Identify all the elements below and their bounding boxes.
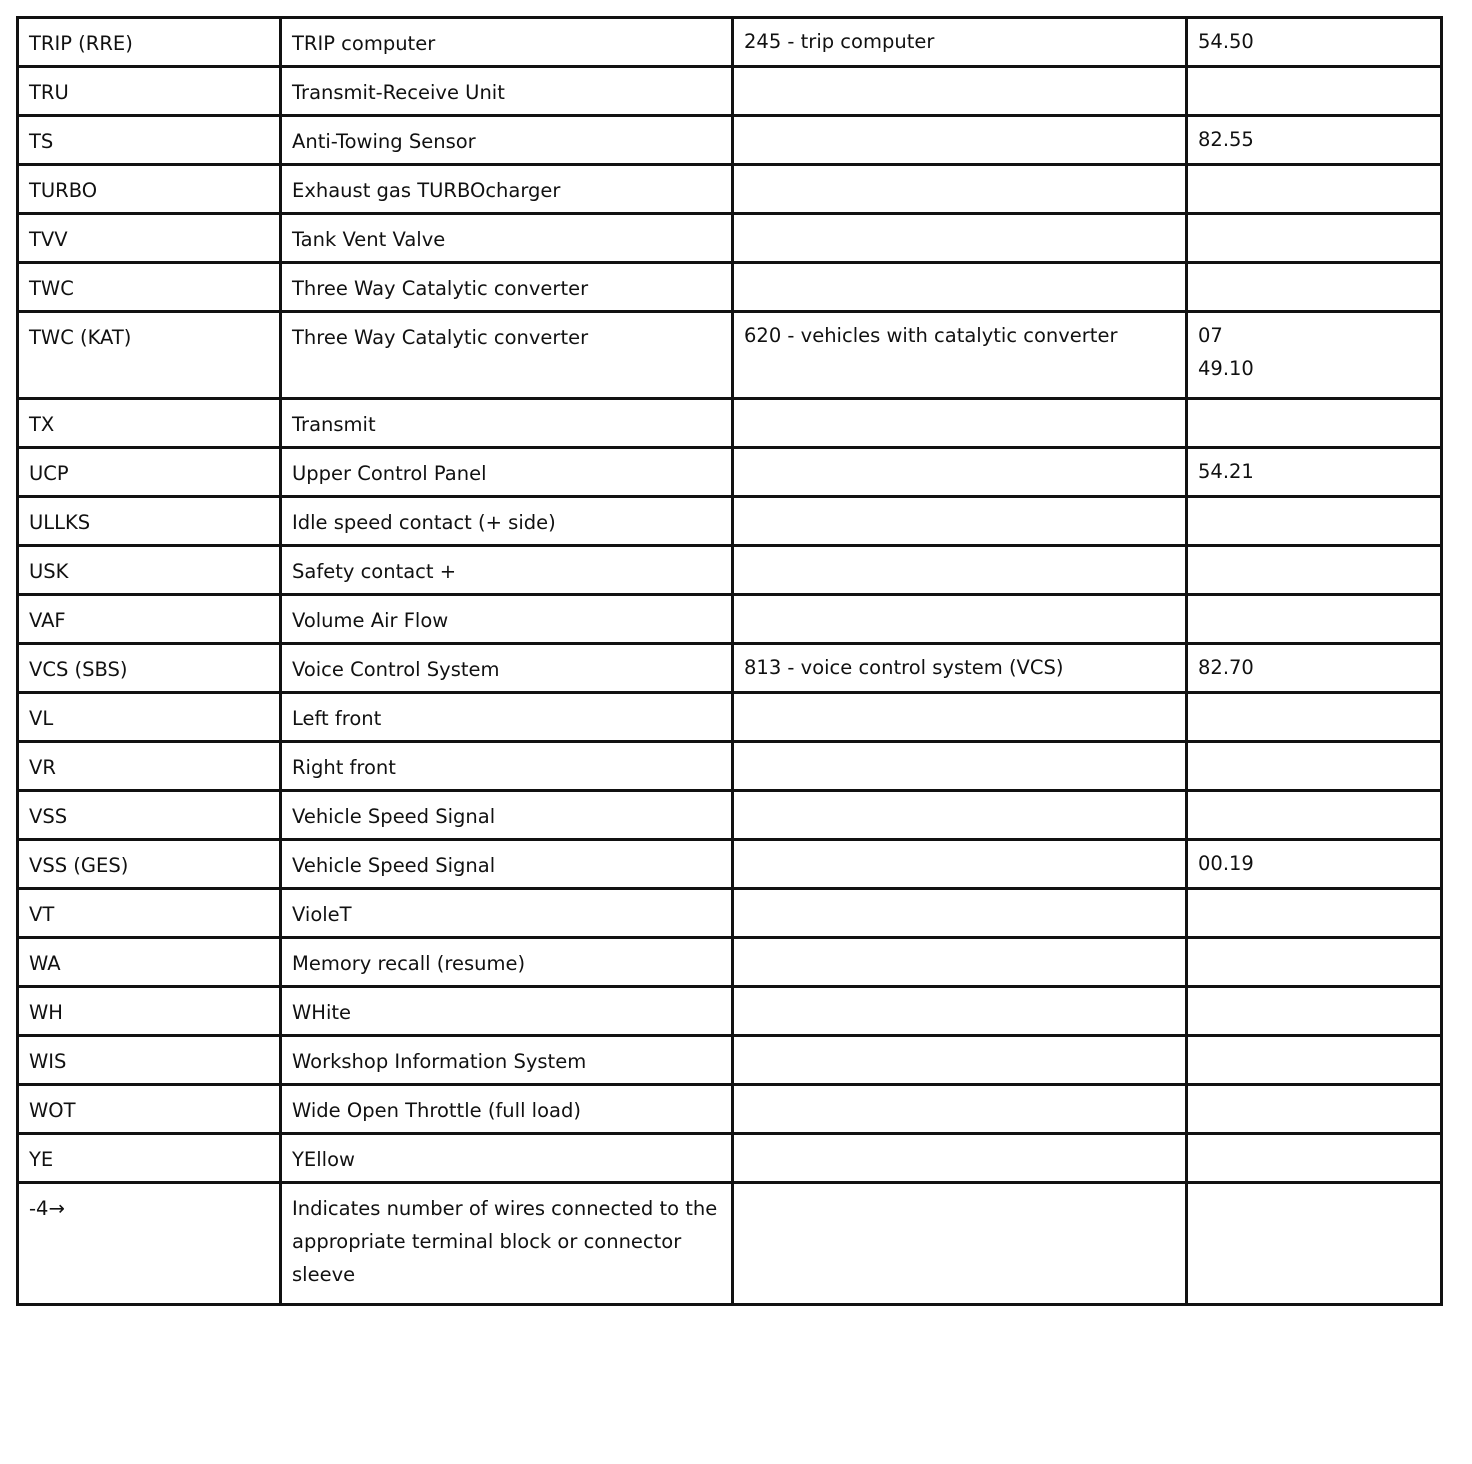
cell-reference bbox=[733, 840, 1187, 889]
cell-abbreviation: VSS bbox=[18, 791, 281, 840]
table-row bbox=[18, 987, 1442, 1036]
cell-abbreviation: TRU bbox=[18, 67, 281, 116]
cell-reference bbox=[733, 165, 1187, 214]
cell-abbreviation: TS bbox=[18, 116, 281, 165]
table-row bbox=[18, 312, 1442, 399]
cell-reference bbox=[733, 938, 1187, 987]
cell-abbreviation: -4→ bbox=[18, 1183, 281, 1305]
cell-abbreviation: TRIP (RRE) bbox=[18, 18, 281, 67]
table-row bbox=[18, 67, 1442, 116]
cell-abbreviation: USK bbox=[18, 546, 281, 595]
cell-abbreviation: UCP bbox=[18, 448, 281, 497]
cell-reference bbox=[733, 214, 1187, 263]
cell-description: YEllow bbox=[281, 1134, 733, 1183]
cell-abbreviation: WA bbox=[18, 938, 281, 987]
table-row bbox=[18, 18, 1442, 67]
cell-page-reference: 54.21 bbox=[1187, 448, 1442, 497]
cell-page-reference bbox=[1187, 1183, 1442, 1305]
cell-abbreviation: WIS bbox=[18, 1036, 281, 1085]
cell-description: Three Way Catalytic converter bbox=[281, 263, 733, 312]
cell-description: Idle speed contact (+ side) bbox=[281, 497, 733, 546]
cell-page-reference bbox=[1187, 938, 1442, 987]
cell-page-reference: 82.70 bbox=[1187, 644, 1442, 693]
table-row bbox=[18, 840, 1442, 889]
table-row bbox=[18, 546, 1442, 595]
table-row bbox=[18, 116, 1442, 165]
cell-reference bbox=[733, 497, 1187, 546]
cell-reference bbox=[733, 1134, 1187, 1183]
cell-description: Anti-Towing Sensor bbox=[281, 116, 733, 165]
cell-reference bbox=[733, 399, 1187, 448]
cell-page-reference bbox=[1187, 595, 1442, 644]
cell-page-reference bbox=[1187, 263, 1442, 312]
cell-page-reference bbox=[1187, 546, 1442, 595]
table-row bbox=[18, 1183, 1442, 1305]
table-row bbox=[18, 263, 1442, 312]
table-row bbox=[18, 742, 1442, 791]
cell-page-reference bbox=[1187, 889, 1442, 938]
cell-description: Upper Control Panel bbox=[281, 448, 733, 497]
cell-description: Safety contact + bbox=[281, 546, 733, 595]
cell-reference bbox=[733, 116, 1187, 165]
cell-abbreviation: ULLKS bbox=[18, 497, 281, 546]
abbreviation-table-page bbox=[16, 16, 1440, 1306]
cell-description: Vehicle Speed Signal bbox=[281, 840, 733, 889]
table-row bbox=[18, 938, 1442, 987]
table-row bbox=[18, 165, 1442, 214]
table-row bbox=[18, 889, 1442, 938]
table-row bbox=[18, 644, 1442, 693]
cell-description: Workshop Information System bbox=[281, 1036, 733, 1085]
cell-abbreviation: TVV bbox=[18, 214, 281, 263]
cell-description: TRIP computer bbox=[281, 18, 733, 67]
cell-page-reference bbox=[1187, 791, 1442, 840]
cell-abbreviation: WH bbox=[18, 987, 281, 1036]
table-row bbox=[18, 693, 1442, 742]
cell-abbreviation: TX bbox=[18, 399, 281, 448]
cell-reference: 620 - vehicles with catalytic converter bbox=[733, 312, 1187, 399]
cell-description: WHite bbox=[281, 987, 733, 1036]
table-row bbox=[18, 1134, 1442, 1183]
cell-description: Memory recall (resume) bbox=[281, 938, 733, 987]
cell-page-reference bbox=[1187, 693, 1442, 742]
cell-abbreviation: VT bbox=[18, 889, 281, 938]
cell-reference bbox=[733, 1183, 1187, 1305]
table-row bbox=[18, 448, 1442, 497]
cell-abbreviation: VSS (GES) bbox=[18, 840, 281, 889]
cell-abbreviation: VR bbox=[18, 742, 281, 791]
cell-abbreviation: TURBO bbox=[18, 165, 281, 214]
cell-reference bbox=[733, 546, 1187, 595]
cell-reference bbox=[733, 67, 1187, 116]
cell-abbreviation: WOT bbox=[18, 1085, 281, 1134]
cell-description: Voice Control System bbox=[281, 644, 733, 693]
cell-page-reference: 54.50 bbox=[1187, 18, 1442, 67]
cell-description: Three Way Catalytic converter bbox=[281, 312, 733, 399]
cell-description: Right front bbox=[281, 742, 733, 791]
cell-reference bbox=[733, 987, 1187, 1036]
cell-page-reference bbox=[1187, 165, 1442, 214]
cell-page-reference bbox=[1187, 987, 1442, 1036]
cell-description: Exhaust gas TURBOcharger bbox=[281, 165, 733, 214]
cell-page-reference bbox=[1187, 214, 1442, 263]
cell-description: Indicates number of wires connected to the appropriate terminal block or connector sleeve bbox=[281, 1183, 733, 1305]
cell-reference bbox=[733, 448, 1187, 497]
cell-abbreviation: VL bbox=[18, 693, 281, 742]
cell-reference: 813 - voice control system (VCS) bbox=[733, 644, 1187, 693]
cell-reference bbox=[733, 1085, 1187, 1134]
cell-page-reference bbox=[1187, 742, 1442, 791]
cell-abbreviation: YE bbox=[18, 1134, 281, 1183]
cell-description: Left front bbox=[281, 693, 733, 742]
table-row bbox=[18, 399, 1442, 448]
cell-description: Tank Vent Valve bbox=[281, 214, 733, 263]
cell-abbreviation: VAF bbox=[18, 595, 281, 644]
cell-reference bbox=[733, 889, 1187, 938]
cell-reference: 245 - trip computer bbox=[733, 18, 1187, 67]
cell-reference bbox=[733, 791, 1187, 840]
cell-description: Wide Open Throttle (full load) bbox=[281, 1085, 733, 1134]
cell-page-reference bbox=[1187, 1036, 1442, 1085]
cell-page-reference: 00.19 bbox=[1187, 840, 1442, 889]
cell-description: Vehicle Speed Signal bbox=[281, 791, 733, 840]
abbreviation-table bbox=[16, 16, 1443, 1306]
table-row bbox=[18, 791, 1442, 840]
cell-abbreviation: TWC (KAT) bbox=[18, 312, 281, 399]
table-row bbox=[18, 214, 1442, 263]
cell-description: Volume Air Flow bbox=[281, 595, 733, 644]
table-row bbox=[18, 497, 1442, 546]
cell-abbreviation: VCS (SBS) bbox=[18, 644, 281, 693]
cell-reference bbox=[733, 742, 1187, 791]
cell-description: Transmit-Receive Unit bbox=[281, 67, 733, 116]
cell-reference bbox=[733, 595, 1187, 644]
table-row bbox=[18, 1036, 1442, 1085]
cell-page-reference bbox=[1187, 1085, 1442, 1134]
cell-page-reference: 07 49.10 bbox=[1187, 312, 1442, 399]
table-row bbox=[18, 1085, 1442, 1134]
cell-reference bbox=[733, 1036, 1187, 1085]
cell-page-reference bbox=[1187, 399, 1442, 448]
cell-reference bbox=[733, 263, 1187, 312]
cell-page-reference bbox=[1187, 67, 1442, 116]
cell-description: Transmit bbox=[281, 399, 733, 448]
table-row bbox=[18, 595, 1442, 644]
cell-page-reference: 82.55 bbox=[1187, 116, 1442, 165]
cell-description: VioleT bbox=[281, 889, 733, 938]
cell-reference bbox=[733, 693, 1187, 742]
cell-page-reference bbox=[1187, 497, 1442, 546]
cell-abbreviation: TWC bbox=[18, 263, 281, 312]
cell-page-reference bbox=[1187, 1134, 1442, 1183]
